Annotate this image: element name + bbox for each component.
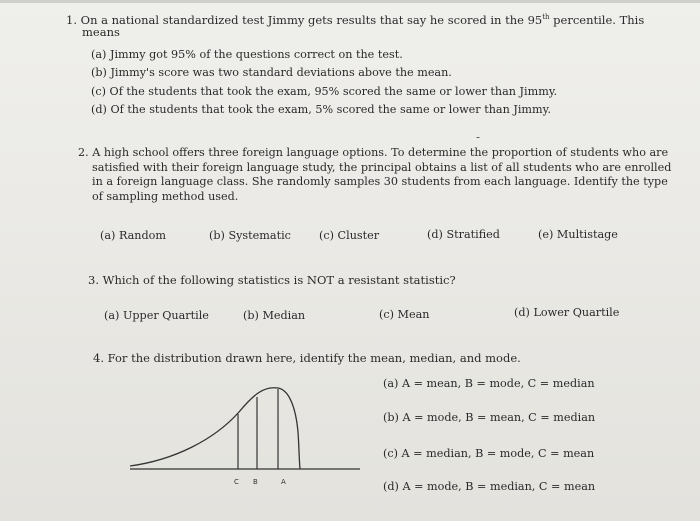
question-2-line-3: in a foreign language class. She randomly samples 30 students from each language. Identify the type bbox=[92, 175, 668, 188]
distribution-curve bbox=[130, 388, 300, 469]
question-1-stem-superscript: th bbox=[542, 13, 550, 21]
q2-option-a[interactable]: (a) Random bbox=[100, 229, 167, 242]
question-4-number: 4. bbox=[93, 351, 104, 365]
question-1-number: 1. bbox=[66, 12, 77, 27]
question-1-stem-part-b: percentile. This bbox=[549, 12, 645, 27]
q3-option-d[interactable]: (d) Lower Quartile bbox=[514, 306, 620, 319]
q2-option-c[interactable]: (c) Cluster bbox=[319, 229, 380, 242]
question-2-line-2: satisfied with their foreign language study, the principal obtains a list of all students who are enrolled bbox=[92, 160, 672, 174]
stray-mark: - bbox=[476, 130, 481, 144]
question-3-number: 3. bbox=[88, 273, 99, 287]
q2-option-b[interactable]: (b) Systematic bbox=[209, 229, 291, 242]
distribution-diagram bbox=[124, 370, 364, 495]
question-1 bbox=[66, 10, 666, 28]
q3-option-b[interactable]: (b) Median bbox=[243, 309, 306, 322]
q1-option-c[interactable]: (c) Of the students that took the exam, 95% scored the same or lower than Jimmy. bbox=[91, 85, 558, 98]
question-3-text: Which of the following statistics is NOT a resistant statistic? bbox=[102, 273, 456, 287]
question-2-line-1-text: A high school offers three foreign language options. To determine the proportion of students who are bbox=[92, 146, 669, 159]
q4-option-c[interactable]: (c) A = median, B = mode, C = mean bbox=[383, 447, 595, 460]
axis-label-c: C bbox=[234, 478, 239, 486]
question-1-stem-part-a: On a national standardized test Jimmy gets results that say he scored in the 95 bbox=[80, 12, 543, 27]
q1-option-b[interactable]: (b) Jimmy's score was two standard deviations above the mean. bbox=[91, 66, 452, 79]
q2-option-d[interactable]: (d) Stratified bbox=[427, 228, 500, 241]
q3-option-a[interactable]: (a) Upper Quartile bbox=[104, 309, 209, 322]
q4-option-b[interactable]: (b) A = mode, B = mean, C = median bbox=[383, 411, 596, 424]
question-4 bbox=[93, 351, 613, 366]
question-4-text: For the distribution drawn here, identify the mean, median, and mode. bbox=[107, 351, 521, 365]
q1-option-d[interactable]: (d) Of the students that took the exam, 5% scored the same or lower than Jimmy. bbox=[91, 103, 552, 116]
q1-option-a[interactable]: (a) Jimmy got 95% of the questions correct on the test. bbox=[91, 48, 403, 61]
question-1-stem bbox=[81, 13, 645, 27]
q4-option-d[interactable]: (d) A = mode, B = median, C = mean bbox=[383, 480, 596, 493]
q3-option-c[interactable]: (c) Mean bbox=[379, 308, 430, 321]
question-2-line-1 bbox=[78, 146, 678, 161]
q2-option-e[interactable]: (e) Multistage bbox=[538, 228, 618, 241]
question-2-line-4: of sampling method used. bbox=[92, 189, 239, 203]
axis-label-b: B bbox=[253, 478, 258, 486]
question-2 bbox=[78, 146, 678, 204]
q4-option-a[interactable]: (a) A = mean, B = mode, C = median bbox=[383, 377, 595, 390]
question-3 bbox=[88, 273, 648, 288]
question-2-number: 2. bbox=[78, 146, 89, 159]
question-1-stem-cont: means bbox=[82, 25, 120, 39]
axis-label-a: A bbox=[281, 478, 286, 486]
top-edge bbox=[0, 0, 700, 3]
